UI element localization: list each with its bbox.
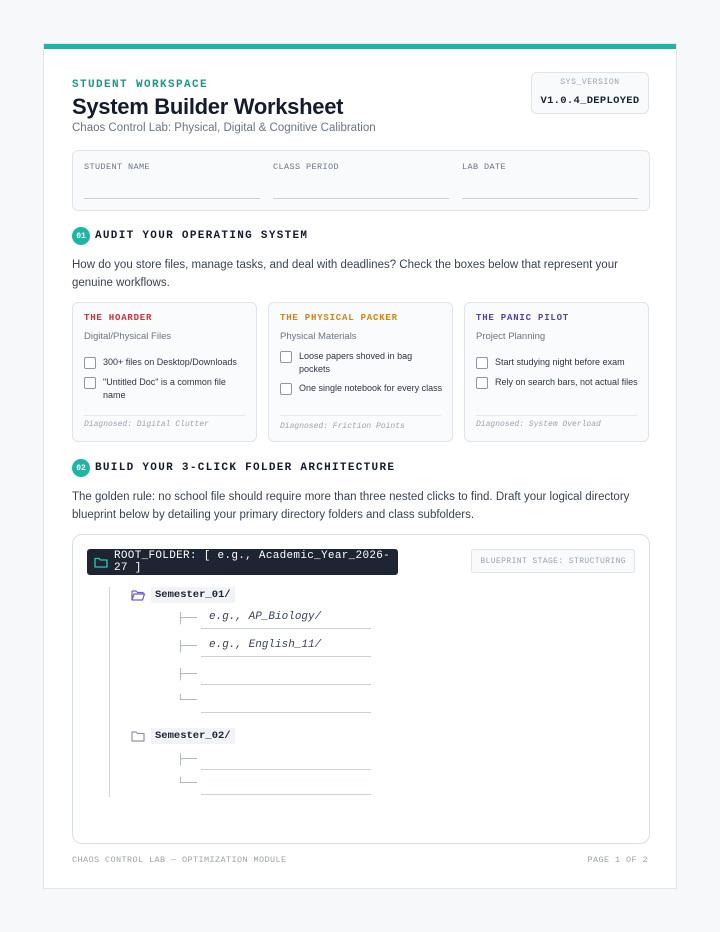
checkbox-item[interactable]: [280, 382, 445, 395]
divider: [280, 415, 441, 416]
version-label: SYS_VERSION: [560, 78, 620, 87]
tree-branch: ├──: [177, 613, 197, 625]
section-number: 02: [72, 459, 90, 477]
semester-label: Semester_01/: [151, 587, 235, 603]
tree-branch: ├──: [177, 641, 197, 653]
kicker: STUDENT WORKSPACE: [72, 79, 209, 91]
page-subtitle: Chaos Control Lab: Physical, Digital & Cognitive Calibration: [72, 122, 376, 134]
student-info-fields: [72, 150, 650, 211]
tree-branch: └──: [177, 778, 197, 790]
card-diagnosis: Diagnosed: Digital Clutter: [84, 420, 209, 429]
checkbox-item[interactable]: [476, 376, 641, 389]
page-title: System Builder Worksheet: [72, 94, 344, 119]
checkbox-label: Rely on search bars, not actual files: [495, 377, 638, 387]
folder-open-icon: [131, 589, 145, 601]
section-2-header: [72, 459, 395, 477]
subfolder-input[interactable]: e.g., AP_Biology/: [201, 607, 371, 629]
version-badge: [531, 72, 649, 114]
subfolder-input[interactable]: [201, 691, 371, 713]
version-value: V1.0.4_DEPLOYED: [540, 95, 640, 107]
field-label: LAB DATE: [462, 162, 507, 172]
section-2-text: The golden rule: no school file should require more than three nested clicks to find. Draft your logical directory blueprint below by detailing your primary directory folders and class subfolders.: [72, 491, 630, 521]
student-name-field[interactable]: [84, 162, 260, 172]
field-label: STUDENT NAME: [84, 162, 151, 172]
tree-branch: ├──: [177, 754, 197, 766]
card-subtitle: Physical Materials: [280, 331, 357, 342]
card-hoarder: [72, 302, 257, 442]
section-1-text: How do you store files, manage tasks, and deal with deadlines? Check the boxes below that represent your genuine workflows.: [72, 259, 618, 289]
checkbox-label: Start studying night before exam: [495, 357, 625, 367]
section-number: 01: [72, 227, 90, 245]
section-title: AUDIT YOUR OPERATING SYSTEM: [95, 230, 309, 242]
tree-branch: ├──: [177, 669, 197, 681]
checkbox-label: Loose papers shoved in bag pockets: [299, 351, 413, 374]
checkbox[interactable]: [280, 383, 292, 395]
accent-bar: [44, 44, 676, 49]
subfolder-input[interactable]: [201, 773, 371, 795]
blueprint-stage-badge: BLUEPRINT STAGE: STRUCTURING: [471, 549, 635, 573]
card-diagnosis: Diagnosed: Friction Points: [280, 422, 405, 431]
checkbox-item[interactable]: [280, 350, 445, 376]
checkbox-label: One single notebook for every class: [299, 383, 443, 393]
checkbox[interactable]: [84, 377, 96, 389]
subfolder-input[interactable]: e.g., English_11/: [201, 635, 371, 657]
folder-icon: [131, 730, 145, 742]
checkbox-item[interactable]: [84, 356, 249, 369]
checkbox[interactable]: [476, 377, 488, 389]
tree-trunk: [109, 587, 110, 797]
checkbox[interactable]: [84, 357, 96, 369]
divider: [476, 415, 637, 416]
section-title: BUILD YOUR 3-CLICK FOLDER ARCHITECTURE: [95, 462, 396, 474]
card-title: THE PANIC PILOT: [476, 313, 570, 323]
checkbox-item[interactable]: [476, 356, 641, 369]
semester-label: Semester_02/: [151, 728, 235, 744]
divider: [84, 415, 245, 416]
card-subtitle: Project Planning: [476, 331, 546, 342]
folder-blueprint: [72, 534, 650, 844]
semester-folder[interactable]: [131, 587, 235, 603]
footer-page-number: PAGE 1 OF 2: [587, 855, 648, 865]
card-title: THE HOARDER: [84, 313, 153, 323]
card-physical-packer: [268, 302, 453, 442]
checkbox[interactable]: [476, 357, 488, 369]
checkbox[interactable]: [280, 351, 292, 363]
checkbox-label: 300+ files on Desktop/Downloads: [103, 357, 237, 367]
semester-folder[interactable]: [131, 728, 235, 744]
checkbox-label: "Untitled Doc" is a common file name: [103, 377, 226, 400]
field-line: [462, 198, 638, 199]
section-1-header: [72, 227, 308, 245]
worksheet-page: [43, 43, 677, 889]
checkbox-item[interactable]: [84, 376, 249, 402]
folder-icon: [94, 556, 108, 568]
tree-branch: └──: [177, 695, 197, 707]
field-line: [84, 198, 260, 199]
subfolder-input[interactable]: [201, 748, 371, 770]
lab-date-field[interactable]: [462, 162, 638, 172]
footer-module: CHAOS CONTROL LAB — OPTIMIZATION MODULE: [72, 855, 287, 865]
class-period-field[interactable]: [273, 162, 449, 172]
card-title: THE PHYSICAL PACKER: [280, 313, 398, 323]
card-subtitle: Digital/Physical Files: [84, 331, 172, 342]
field-line: [273, 198, 449, 199]
card-panic-pilot: [464, 302, 649, 442]
card-diagnosis: Diagnosed: System Overload: [476, 420, 601, 429]
root-folder[interactable]: [87, 549, 398, 575]
field-label: CLASS PERIOD: [273, 162, 340, 172]
root-folder-label: ROOT_FOLDER: [ e.g., Academic_Year_2026-27 ]: [114, 550, 391, 574]
subfolder-input[interactable]: [201, 663, 371, 685]
